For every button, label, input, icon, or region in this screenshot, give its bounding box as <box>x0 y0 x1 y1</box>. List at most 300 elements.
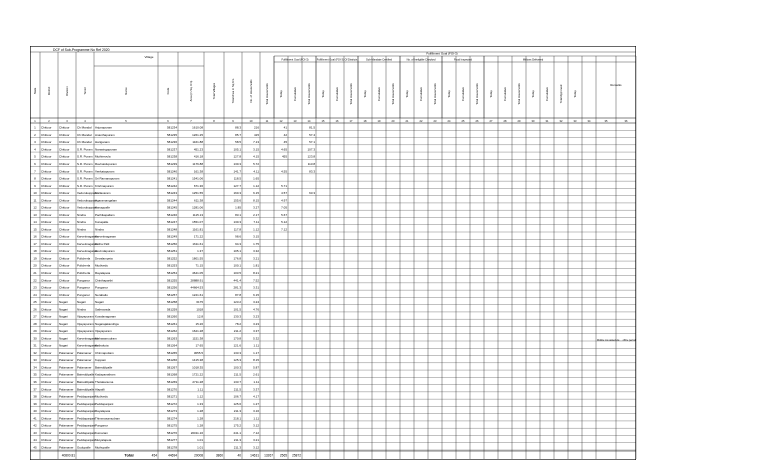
table-cell: 29 <box>33 329 37 334</box>
table-cell: 281.3 <box>233 285 241 290</box>
table-cell: Nagari <box>59 343 68 348</box>
table-cell: Nagari <box>77 300 86 305</box>
table-cell: 4.57 <box>281 191 287 196</box>
table-cell: 41 <box>283 125 287 130</box>
table-cell: Karvetinagaram <box>77 241 99 246</box>
table-cell: Chittoor <box>59 132 70 137</box>
table-cell: S.R. Puram <box>77 183 93 188</box>
table-cell: 671.36 <box>193 183 203 188</box>
table-cell: Nagari <box>59 321 68 326</box>
table-cell: Chittoor <box>41 176 52 181</box>
table-cell: 581264 <box>166 343 177 348</box>
table-cell: 3.27 <box>253 205 259 210</box>
table-cell: 3 <box>34 140 36 145</box>
table-cell: 170.8 <box>233 336 241 341</box>
table-cell: 3.23 <box>253 321 259 326</box>
table-cell: Chittoor <box>59 263 70 268</box>
table-cell: 17 <box>33 241 37 246</box>
table-cell: Chittoor <box>41 191 52 196</box>
table-cell: S.R. Puram <box>77 162 93 167</box>
table-cell: 1221.61 <box>192 292 203 297</box>
table-cell: Chittoor <box>41 416 52 421</box>
table-cell: 581242 <box>166 183 177 188</box>
table-cell: 3.21 <box>253 438 259 443</box>
column-header: Today <box>405 90 409 98</box>
table-cell: Chittoor <box>59 205 70 210</box>
table-cell: 581252 <box>166 256 177 261</box>
table-cell: Palamaner <box>59 430 74 435</box>
table-cell: Chittoor <box>41 387 52 392</box>
table-cell: Rayalapeta <box>95 271 111 276</box>
column-number: 24 <box>447 120 451 123</box>
table-cell: 20 <box>33 263 37 268</box>
village-group-header: Village <box>144 55 154 59</box>
table-cell: 581263 <box>166 336 177 341</box>
column-header: State <box>33 87 37 95</box>
table-cell: 57.4 <box>309 132 315 137</box>
table-cell: 4.11 <box>253 169 259 174</box>
table-cell: 581277 <box>166 438 177 443</box>
table-cell: 94.3 <box>235 241 241 246</box>
column-header: Today <box>363 90 367 98</box>
table-cell: 58.5 <box>235 140 241 145</box>
table-cell: Chittoor <box>41 372 52 377</box>
table-cell: 83.3 <box>309 169 315 174</box>
table-cell: Punganur <box>95 285 109 290</box>
table-cell: 10 <box>33 191 37 196</box>
table-cell: Mallavaram <box>95 191 111 196</box>
column-number: 29 <box>517 120 521 123</box>
table-cell: 241.1 <box>233 430 241 435</box>
table-cell: Narasingapuram <box>95 147 118 152</box>
group-header-sub4: No. of Ineligible Checked <box>406 58 436 62</box>
table-cell: 3.12 <box>253 423 259 428</box>
table-cell: 1261.25 <box>192 132 203 137</box>
total-cell: 40 <box>237 453 241 458</box>
table-cell: Ananthapuram <box>95 132 115 137</box>
table-cell: 1621.28 <box>192 329 203 334</box>
table-cell: 1.11 <box>253 380 259 385</box>
table-cell: 130.3 <box>233 220 241 225</box>
table-cell: Chittoor <box>59 169 70 174</box>
table-cell: 42 <box>33 423 37 428</box>
table-cell: 123.2 <box>233 300 241 305</box>
column-number: 15 <box>321 120 325 123</box>
column-number: 26 <box>475 120 479 123</box>
table-cell: 4.15 <box>253 154 259 159</box>
table-cell: 38 <box>33 394 37 399</box>
column-header: Division <box>65 86 69 96</box>
total-cell: 44694 <box>168 453 177 458</box>
column-number: 28 <box>503 120 507 123</box>
table-cell: Pulicherla <box>77 256 91 261</box>
table-cell: 14 <box>33 220 37 225</box>
table-cell: Nindra <box>77 212 86 217</box>
table-cell: Vijayapuram <box>77 329 94 334</box>
table-cell: 22 <box>33 278 37 283</box>
table-cell: S.R. Puram <box>77 154 93 159</box>
table-cell: Rayalapeta <box>95 409 111 414</box>
table-cell: Chittoor <box>59 183 70 188</box>
table-cell: Palamaner <box>77 365 92 370</box>
table-cell: 1.17 <box>253 350 259 355</box>
table-cell: Chittoor <box>41 329 52 334</box>
table-cell: Kanappalle <box>95 205 111 210</box>
table-cell: 31 <box>33 343 37 348</box>
column-header: Total Approved <box>559 84 563 104</box>
column-header: Total Households <box>475 83 479 105</box>
table-cell: Vijayapuram <box>95 329 112 334</box>
table-cell: 1.85 <box>235 205 241 210</box>
table-cell: Sri Ramanapuram <box>95 176 120 181</box>
table-cell: 581268 <box>166 372 177 377</box>
table-cell: Kumaram <box>95 430 109 435</box>
table-cell: Peddapanjani <box>77 430 96 435</box>
table-cell: Arjunapuram <box>95 125 113 130</box>
column-number: 2 <box>48 120 50 123</box>
table-cell: 1.28 <box>197 423 203 428</box>
table-cell: 45 <box>283 140 287 145</box>
table-cell: 1.81 <box>253 263 259 268</box>
table-cell: 1.11 <box>253 343 259 348</box>
table-cell: 581239 <box>166 162 177 167</box>
column-header: Total Households <box>391 83 395 105</box>
table-cell: 45 <box>33 445 37 450</box>
table-cell: 4.55 <box>281 169 287 174</box>
table-cell: 1.37 <box>197 249 203 254</box>
column-number: 8 <box>213 120 215 123</box>
table-cell: 1176.88 <box>192 162 203 167</box>
table-cell: 581274 <box>166 416 177 421</box>
table-cell: 3.24 <box>253 300 259 305</box>
table-cell: Chittoor <box>41 358 52 363</box>
table-cell: 8.15 <box>253 358 259 363</box>
table-cell: Pachikapallam <box>95 212 115 217</box>
column-header: Cumulative <box>335 87 339 101</box>
table-cell: 581275 <box>166 423 177 428</box>
table-cell: 1.12 <box>197 394 203 399</box>
total-cell: 40800.81 <box>61 453 75 458</box>
table-cell: Baireddipalle <box>95 365 113 370</box>
table-cell: 130.3 <box>233 162 241 167</box>
column-header: Cumulative <box>461 87 465 101</box>
table-cell: 1161.88 <box>192 140 203 145</box>
table-cell: Chittoor <box>41 350 52 355</box>
table-cell: Palamaner <box>59 423 74 428</box>
table-cell: 1721.22 <box>192 372 203 377</box>
table-cell: Palamaner <box>59 438 74 443</box>
table-cell: 581243 <box>166 191 177 196</box>
table-cell: 1.12 <box>253 183 259 188</box>
table-cell: 5 <box>34 154 36 159</box>
table-cell: Palamaner <box>59 401 74 406</box>
column-number: 35 <box>604 120 608 123</box>
table-cell: Chittoor <box>59 154 70 159</box>
table-cell: 2.61 <box>253 372 259 377</box>
column-number: 9 <box>232 120 234 123</box>
table-cell: Karvetinagaram <box>77 249 99 254</box>
column-number: 32 <box>559 120 563 123</box>
column-number: 4 <box>84 120 86 123</box>
table-cell: 7.52 <box>253 278 259 283</box>
table-cell: 41 <box>33 416 37 421</box>
column-header: Cumulative <box>545 87 549 101</box>
table-cell: Baireddipalle <box>77 387 95 392</box>
column-number: 11 <box>265 120 269 123</box>
table-cell: 1541.06 <box>192 176 203 181</box>
table-cell: 581253 <box>166 263 177 268</box>
table-cell: Palamaner <box>59 358 74 363</box>
table-cell: 63.3 <box>309 191 315 196</box>
column-header: Today <box>531 90 535 98</box>
column-header: Cumulative <box>293 87 297 101</box>
table-cell: 32 <box>33 350 37 355</box>
table-cell: Chittoor <box>59 234 70 239</box>
table-cell: Chittoor <box>41 227 52 232</box>
table-cell: 4.76 <box>253 307 259 312</box>
column-header: Tehsil <box>83 87 87 95</box>
total-cell: 20008 <box>194 453 203 458</box>
column-number: 34 <box>587 120 591 123</box>
table-cell: 87.8 <box>235 292 241 297</box>
table-cell: Chittoor <box>59 162 70 167</box>
table-cell: 581247 <box>166 220 177 225</box>
table-cell: 127.7 <box>233 183 241 188</box>
table-cell: 581246 <box>166 212 177 217</box>
table-cell: Chittoor <box>41 307 52 312</box>
table-cell: 12 <box>33 205 37 210</box>
table-cell: 19 <box>33 256 37 261</box>
table-cell: 34 <box>33 365 37 370</box>
table-cell: 3.21 <box>253 256 259 261</box>
table-cell: Punganur <box>77 285 91 290</box>
table-cell: Chittoor <box>41 292 52 297</box>
table-cell: Nagari <box>59 314 68 319</box>
column-number: 33 <box>573 120 577 123</box>
table-cell: Chittoor <box>41 125 52 130</box>
table-cell: 581262 <box>166 329 177 334</box>
table-cell: 107.3 <box>307 147 315 152</box>
table-cell: Chittoor <box>41 183 52 188</box>
table-cell: 125.6 <box>233 401 241 406</box>
table-cell: Chittoor <box>59 140 70 145</box>
table-cell: 211.5 <box>233 372 241 377</box>
table-cell: 11 <box>33 198 37 203</box>
table-cell: Peddapanjani <box>77 438 96 443</box>
table-cell: 160.3 <box>233 191 241 196</box>
table-cell: Chittoor <box>41 198 52 203</box>
table-cell: Chittoor <box>41 380 52 385</box>
table-cell: 8 <box>34 176 36 181</box>
table-cell: 175.2 <box>233 423 241 428</box>
table-cell: 9 <box>34 183 36 188</box>
table-cell: Chittoor <box>59 198 70 203</box>
table-cell: Peddapanjani <box>77 401 96 406</box>
table-cell: 127.8 <box>233 154 241 159</box>
table-cell: Palamaner <box>59 387 74 392</box>
table-cell: 7.12 <box>281 227 287 232</box>
column-header: Today <box>279 90 283 98</box>
table-cell: Chittoor <box>59 271 70 276</box>
table-cell: 118.5 <box>233 176 241 181</box>
total-cell: 454 <box>151 453 157 458</box>
table-cell: Chittoor <box>59 227 70 232</box>
table-cell: 581244 <box>166 198 177 203</box>
table-cell: 24 <box>33 292 37 297</box>
table-cell: Karvetinagaram <box>77 343 99 348</box>
table-cell: 15.26 <box>195 321 203 326</box>
table-cell: 1415.38 <box>192 358 203 363</box>
table-cell: Chittoor <box>41 220 52 225</box>
table-cell: Chittoor <box>41 321 52 326</box>
total-label: Total <box>124 452 134 458</box>
table-cell: Peddapanjani <box>77 423 96 428</box>
table-cell: 4 <box>34 147 36 152</box>
table-cell: Vedurukuppam <box>77 191 98 196</box>
table-cell: Kunapalle <box>95 220 109 225</box>
table-cell: 5.72 <box>253 162 259 167</box>
table-cell: 28888.91 <box>190 278 203 283</box>
table-cell: Mutyalapeta <box>95 438 112 443</box>
table-cell: 581260 <box>166 314 177 319</box>
column-number: 21 <box>405 120 409 123</box>
table-cell: 57.1 <box>309 140 315 145</box>
table-cell: 85.7 <box>235 132 241 137</box>
total-cell: 3860 <box>215 453 223 458</box>
column-number: 12 <box>279 120 283 123</box>
table-cell: Chittoor <box>59 191 70 196</box>
table-cell: Punganur <box>77 292 91 297</box>
table-cell: Chittoor <box>41 343 52 348</box>
table-cell: 1551.07 <box>192 220 203 225</box>
column-header: Cumulative <box>419 87 423 101</box>
table-cell: Govindapuram <box>95 249 115 254</box>
table-cell: 581250 <box>166 241 177 246</box>
table-cell: 581261 <box>166 321 177 326</box>
table-cell: Kothakota <box>95 343 109 348</box>
table-cell: Sathravada <box>95 307 111 312</box>
remarks-header: Remarks <box>610 83 622 87</box>
table-cell: Kadapanatham <box>95 372 116 377</box>
table-cell: Karvetinagaram <box>77 234 99 239</box>
table-cell: 581265 <box>166 350 177 355</box>
table-cell: 6 <box>34 162 36 167</box>
column-header: Today <box>573 90 577 98</box>
table-cell: 105.1 <box>233 249 241 254</box>
table-cell: 581241 <box>166 176 177 181</box>
column-header: Total Households <box>265 83 269 105</box>
table-cell: 155.6 <box>233 198 241 203</box>
table-cell: 581258 <box>166 300 177 305</box>
table-cell: 581270 <box>166 387 177 392</box>
table-cell: 5.87 <box>253 365 259 370</box>
table-cell: 123.8 <box>307 154 315 159</box>
table-cell: Vijayapuram <box>77 321 94 326</box>
column-header: Code <box>166 87 170 95</box>
column-number: 17 <box>349 120 353 123</box>
table-cell: 26 <box>33 307 37 312</box>
table-cell: Palamaner <box>59 365 74 370</box>
table-cell: 117.8 <box>233 227 241 232</box>
table-cell: S.R. Puram <box>77 176 93 181</box>
table-cell: 581249 <box>166 234 177 239</box>
table-cell: 1251.55 <box>192 191 203 196</box>
table-cell: Mudivedu <box>95 394 109 399</box>
table-cell: 211.3 <box>233 438 241 443</box>
column-header: Today <box>321 90 325 98</box>
column-number: 14 <box>307 120 311 123</box>
table-cell: 42 <box>283 132 287 137</box>
column-header: Area (in Sq. Km) <box>189 80 193 102</box>
table-cell: Chittoor <box>59 212 70 217</box>
table-cell: Chittoor <box>59 176 70 181</box>
table-cell: 211.5 <box>233 387 241 392</box>
column-number: 18 <box>363 120 367 123</box>
table-cell: 78.2 <box>235 321 241 326</box>
table-cell: 3.32 <box>253 249 259 254</box>
table-cell: 1.28 <box>197 416 203 421</box>
table-cell: 581245 <box>166 205 177 210</box>
table-cell: 1.12 <box>253 227 259 232</box>
table-cell: 1.11 <box>197 387 203 392</box>
table-cell: 81.5 <box>309 125 315 130</box>
column-number: 31 <box>545 120 549 123</box>
table-cell: 36 <box>33 380 37 385</box>
table-cell: 18 <box>33 249 37 254</box>
table-cell: Nindra <box>95 227 104 232</box>
table-cell: 441.4 <box>233 278 241 283</box>
table-cell: 1281.06 <box>192 205 203 210</box>
table-cell: Mudivedu <box>95 263 109 268</box>
table-cell: Chittoor <box>41 154 52 159</box>
column-number: 3 <box>66 120 68 123</box>
table-cell: Ch Mandal <box>77 140 92 145</box>
table-cell: 15 <box>33 227 37 232</box>
table-cell: 7.13 <box>253 140 259 145</box>
table-cell: Chittoor <box>59 220 70 225</box>
table-cell: 100.3 <box>233 365 241 370</box>
table-cell: Pulicherla <box>77 271 91 276</box>
table-cell: 7 <box>34 169 36 174</box>
table-cell: Chittoor <box>59 256 70 261</box>
table-cell: Ch Mandal <box>77 125 92 130</box>
table-cell: Chittoor <box>41 445 52 450</box>
table-cell: 581273 <box>166 409 177 414</box>
column-header: Cumulative <box>503 87 507 101</box>
remarks-note: Mobile nos asked via ... office period <box>597 339 636 342</box>
table-cell: 20011.16 <box>190 430 203 435</box>
column-header: Total Area in Sq Km <box>231 78 235 104</box>
table-cell: Chittoor <box>59 285 70 290</box>
table-cell: 106.7 <box>233 394 241 399</box>
column-header: Total Households <box>349 83 353 105</box>
table-cell: Peddapanjani <box>95 401 114 406</box>
table-cell: 103.5 <box>233 271 241 276</box>
table-cell: 581267 <box>166 365 177 370</box>
table-cell: Nagari <box>59 300 68 305</box>
table-cell: Punganur <box>95 423 109 428</box>
table-cell: 3.23 <box>253 314 259 319</box>
table-cell: 176.8 <box>233 256 241 261</box>
column-header: Cumulative <box>377 87 381 101</box>
table-cell: Peddapanjani <box>77 416 96 421</box>
table-cell: Devalampeta <box>95 256 113 261</box>
column-number: 6 <box>167 120 169 123</box>
table-cell: 1.01 <box>197 438 203 443</box>
table-cell: Chittoor <box>59 249 70 254</box>
table-cell: Gudupalle <box>77 445 91 450</box>
table-cell: 581234 <box>166 125 177 130</box>
